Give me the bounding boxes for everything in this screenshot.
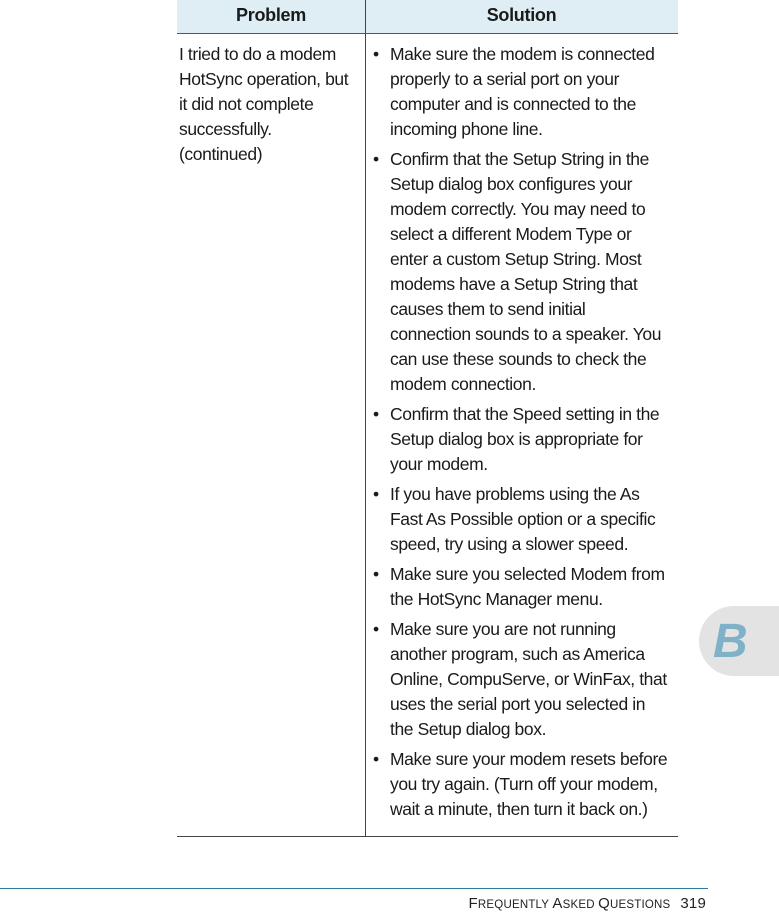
solution-line: Make sure you are not running — [390, 619, 616, 639]
solution-line: Make sure you selected Modem from — [390, 564, 665, 584]
solution-line: Setup dialog box is appropriate for — [390, 429, 643, 449]
bullet-icon: • — [373, 484, 379, 504]
running-footer — [469, 895, 706, 912]
problem-line: HotSync operation, but — [179, 69, 349, 89]
bullet-icon: • — [373, 619, 379, 639]
solution-line: your modem. — [390, 454, 488, 474]
problem-line: I tried to do a modem — [179, 44, 336, 64]
solution-line: If you have problems using the As — [390, 484, 640, 504]
solution-item — [373, 402, 678, 477]
column-divider — [365, 0, 366, 836]
problem-line: successfully. — [179, 119, 272, 139]
problem-line: (continued) — [179, 144, 263, 164]
solution-line: Fast As Possible option or a specific — [390, 509, 656, 529]
solution-line: properly to a serial port on your — [390, 69, 620, 89]
solution-line: computer and is connected to the — [390, 94, 636, 114]
solution-line: the HotSync Manager menu. — [390, 589, 603, 609]
solution-line: Make sure your modem resets before — [390, 749, 668, 769]
faq-table — [177, 0, 678, 836]
solution-list — [373, 42, 678, 827]
problem-line: it did not complete — [179, 94, 314, 114]
solution-line: uses the serial port you selected in — [390, 694, 646, 714]
solution-line: Confirm that the Setup String in the — [390, 149, 649, 169]
page-number: 319 — [680, 895, 706, 912]
solution-line: incoming phone line. — [390, 119, 543, 139]
table-header — [177, 0, 678, 34]
solution-line: the Setup dialog box. — [390, 719, 547, 739]
bullet-icon: • — [373, 149, 379, 169]
solution-item — [373, 747, 678, 822]
bullet-icon: • — [373, 404, 379, 424]
table-bottom-rule — [177, 836, 678, 837]
solution-line: Setup dialog box configures your — [390, 174, 633, 194]
solution-line: causes them to send initial — [390, 299, 586, 319]
footer-section-title: FREQUENTLY ASKED QUESTIONS — [468, 895, 671, 912]
solution-line: enter a custom Setup String. Most — [390, 249, 642, 269]
header-solution: Solution — [486, 5, 557, 25]
solution-item — [373, 562, 678, 612]
bullet-icon: • — [373, 564, 379, 584]
solution-item — [373, 482, 678, 557]
solution-line: Make sure the modem is connected — [390, 44, 655, 64]
bullet-icon: • — [373, 44, 379, 64]
solution-line: speed, try using a slower speed. — [390, 534, 629, 554]
solution-line: Online, CompuServe, or WinFax, that — [390, 669, 667, 689]
solution-line: wait a minute, then turn it back on.) — [390, 799, 648, 819]
solution-item — [373, 617, 678, 742]
solution-line: modem correctly. You may need to — [390, 199, 646, 219]
appendix-tab-letter: B — [713, 615, 748, 668]
solution-line: modem connection. — [390, 374, 536, 394]
solution-line: Confirm that the Speed setting in the — [390, 404, 660, 424]
header-problem: Problem — [236, 5, 306, 25]
solution-line: you try again. (Turn off your modem, — [390, 774, 658, 794]
solution-item — [373, 42, 678, 142]
solution-line: select a different Modem Type or — [390, 224, 632, 244]
solution-line: connection sounds to a speaker. You — [390, 324, 662, 344]
problem-cell — [179, 42, 361, 167]
solution-line: another program, such as America — [390, 644, 645, 664]
solution-item — [373, 147, 678, 397]
solution-line: can use these sounds to check the — [390, 349, 647, 369]
footer-rule — [0, 888, 708, 889]
bullet-icon: • — [373, 749, 379, 769]
solution-line: modems have a Setup String that — [390, 274, 638, 294]
